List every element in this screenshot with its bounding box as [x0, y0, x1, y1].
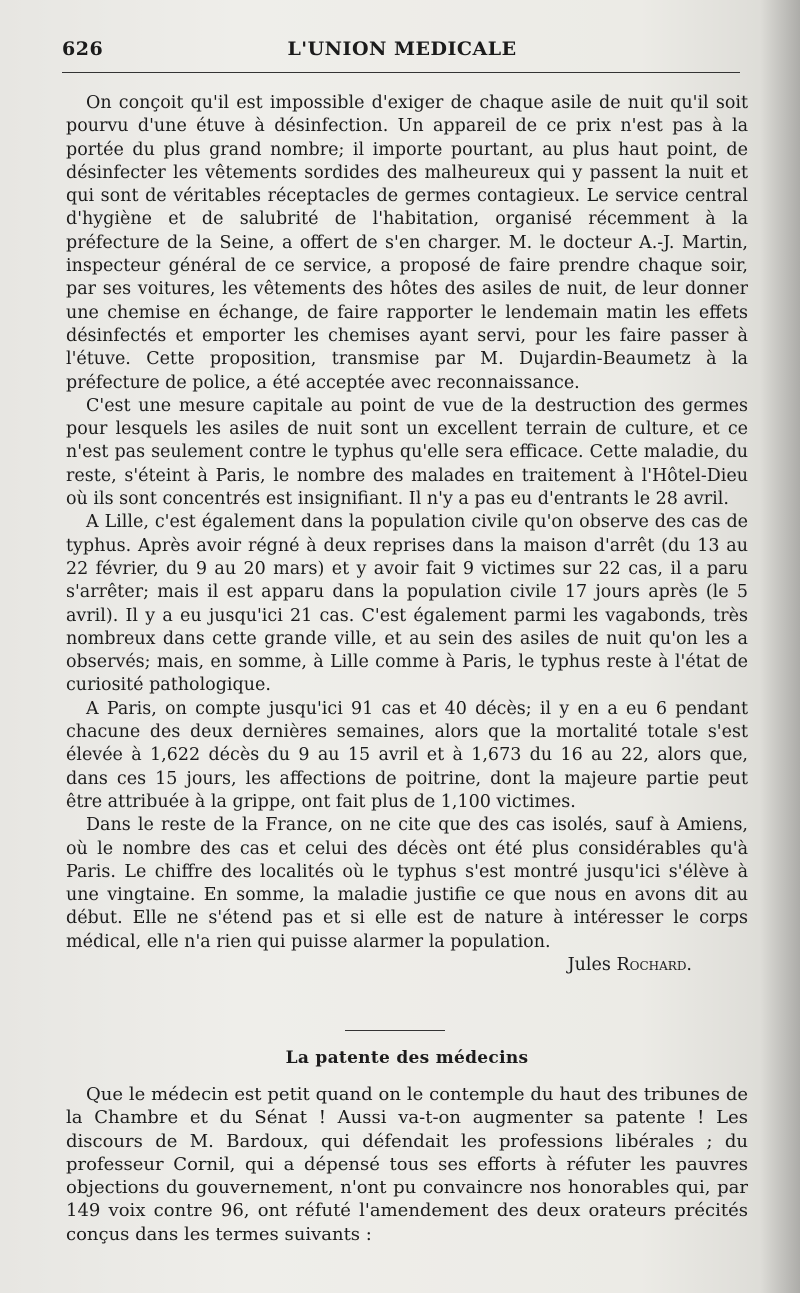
- page-binding-shadow: [760, 0, 800, 1293]
- paragraph: Que le médecin est petit quand on le contemple du haut des tribunes de la Chambre et du Sénat ! Aussi va-t-on augmenter sa patente ! Les discours de M. Bardoux, qui défendait les professions libérales ; du professeur Cornil, qui a dépensé tous ses efforts à réfuter les pauvres objections du gouvernement, n'ont pu convaincre nos honorables qui, par 149 voix contre 96, ont réfuté l'amendement des deux orateurs précités conçus dans les termes suivants :: [66, 1084, 748, 1245]
- section-divider: [345, 1030, 445, 1031]
- paragraph: C'est une mesure capitale au point de vue de la destruction des germes pour lesquels les asiles de nuit sont un excellent terrain de culture, et ce n'est pas seulement contre le typhus qu'elle sera efficace. Cette maladie, du reste, s'éteint à Paris, le nombre des malades en traitement à l'Hôtel-Dieu où ils sont concentrés est insignifiant. Il n'y a pas eu d'entrants le 28 avril.: [66, 395, 748, 510]
- section-body: [66, 1083, 748, 1246]
- paragraph: A Lille, c'est également dans la population civile qu'on observe des cas de typhus. Après avoir régné à deux reprises dans la maison d'arrêt (du 13 au 22 février, du 9 au 20 mars) et y avoir fait 9 victimes sur 22 cas, il a paru s'arrêter; mais il est apparu dans la population civile 17 jours après (le 5 avril). Il y a eu jusqu'ici 21 cas. C'est également parmi les vagabonds, très nombreux dans cette grande ville, et au sein des asiles de nuit qu'on les a observés; mais, en somme, à Lille comme à Paris, le typhus reste à l'état de curiosité pathologique.: [66, 512, 748, 696]
- journal-title: L'UNION MEDICALE: [287, 38, 517, 60]
- paragraph: A Paris, on compte jusqu'ici 91 cas et 40 décès; il y en a eu 6 pendant chacune des deux dernières semaines, alors que la mortalité totale s'est élevée à 1,622 décès du 9 au 15 avril et à 1,673 du 16 au 22, alors que, dans ces 15 jours, les affections de poitrine, dont la majeure partie peut être attribuée à la grippe, ont fait plus de 1,100 victimes.: [66, 698, 748, 812]
- paragraph: Dans le reste de la France, on ne cite que des cas isolés, sauf à Amiens, où le nombre des cas et celui des décès ont été plus considérables qu'à Paris. Le chiffre des localités où le typhus s'est montré jusqu'ici s'élève à une vingtaine. En somme, la maladie justifie ce que nous en avons dit au début. Elle ne s'étend pas et si elle est de nature à intéresser le corps médical, elle n'a rien qui puisse alarmer la population.: [66, 815, 748, 952]
- author-signature: [66, 954, 748, 977]
- paragraph: On conçoit qu'il est impossible d'exiger de chaque asile de nuit qu'il soit pourvu d'une étuve à désinfection. Un appareil de ce prix n'est pas à la portée du plus grand nombre; il importe pourtant, au plus haut point, de désinfecter les vêtements sordides des malheureux qui y passent la nuit et qui sont de véritables réceptacles de germes contagieux. Le service central d'hygiène et de salubrité de l'habitation, organisé récemment à la préfecture de la Seine, a offert de s'en charger. M. le docteur A.-J. Martin, inspecteur général de ce service, a proposé de faire prendre chaque soir, par ses voitures, les vêtements des hôtes des asiles de nuit, de leur donner une chemise en échange, de faire rapporter le lendemain matin les effets désinfectés et emporter les chemises ayant servi, pour les faire passer à l'étuve. Cette proposition, transmise par M. Dujardin-Beaumetz à la préfecture de police, a été acceptée avec reconnaissance.: [66, 93, 748, 393]
- section-title: La patente des médecins: [285, 1048, 529, 1068]
- header-rule: [62, 72, 740, 73]
- signature-last-name: Rochard.: [616, 954, 692, 975]
- article-body: [66, 92, 748, 977]
- signature-first-name: Jules: [567, 954, 611, 975]
- page-number: 626: [62, 38, 104, 60]
- page-header: [62, 34, 742, 64]
